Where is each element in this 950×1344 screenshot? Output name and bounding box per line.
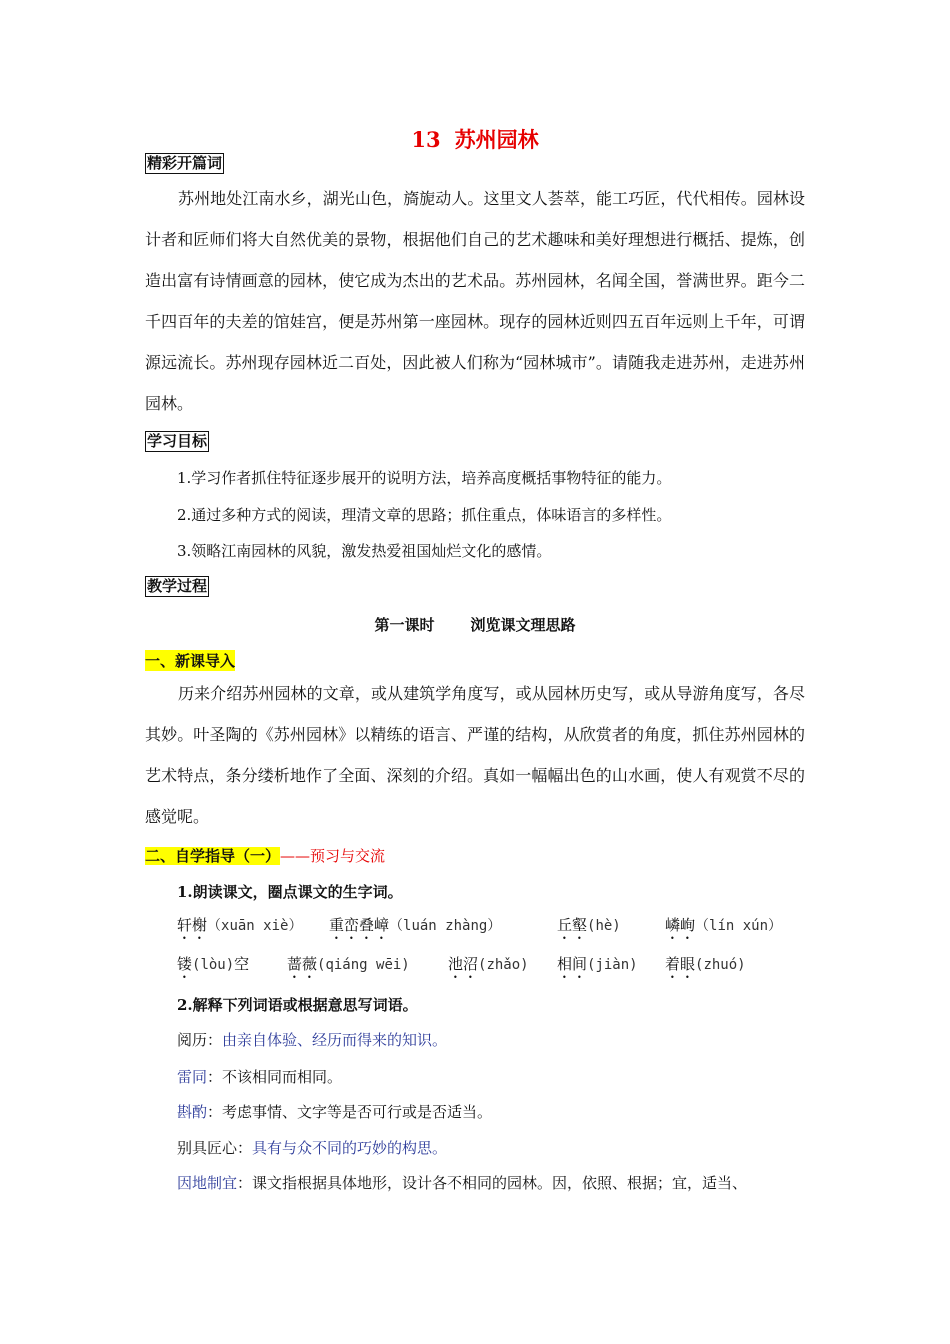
- part2-heading: [145, 845, 385, 866]
- vocab-chars: 镂: [177, 955, 193, 973]
- definition-separator: ：: [207, 1068, 223, 1086]
- definition-term: 阅历: [177, 1031, 208, 1049]
- vocab-pinyin: （luán zhàng）: [389, 918, 502, 934]
- vocab-pinyin: (hè): [587, 918, 621, 934]
- vocab-item: [665, 914, 782, 943]
- section-heading-intro: 精彩开篇词: [147, 154, 223, 172]
- vocab-item: [287, 953, 410, 982]
- vocab-chars: 蔷薇: [287, 955, 318, 973]
- page-title: [0, 124, 950, 154]
- vocab-pinyin: (qiáng wēi): [317, 957, 410, 973]
- definition-separator: ：: [207, 1103, 223, 1121]
- period-label: 第一课时: [374, 616, 435, 634]
- vocab-pinyin: (zhǎo): [478, 957, 529, 973]
- section-heading-goals: 学习目标: [147, 432, 208, 450]
- vocab-item: [557, 953, 638, 982]
- vocab-pinyin: （xuān xiè）: [207, 918, 303, 934]
- vocab-item: [557, 914, 621, 943]
- part2-heading-main: 二、自学指导（一）: [145, 847, 281, 865]
- vocab-chars: 相间: [557, 955, 588, 973]
- definition-term: 斟酌: [177, 1103, 208, 1121]
- part1-paragraph: 历来介绍苏州园林的文章，或从建筑学角度写，或从园林历史写，或从导游角度写，各尽其妙。叶圣陶的《苏州园林》以精练的语言、严谨的结构，从欣赏者的角度，抓住苏州园林的艺术特点，条分缕析地作了全面、深刻的介绍。真如一幅幅出色的山水画，使人有观赏不尽的感觉呢。: [145, 684, 805, 826]
- vocab-pinyin: （lín xún）: [695, 918, 783, 934]
- vocab-chars: 丘壑: [557, 916, 588, 934]
- task1-label: 1.朗读课文，圈点课文的生字词。: [177, 883, 403, 901]
- vocab-suffix: 空: [234, 955, 250, 973]
- intro-paragraph: 苏州地处江南水乡，湖光山色，旖旎动人。这里文人荟萃，能工巧匠，代代相传。园林设计者和匠师们将大自然优美的景物，根据他们自己的艺术趣味和美好理想进行概括、提炼，创造出富有诗情画意的园林，使它成为杰出的艺术品。苏州园林，名闻全国，誉满世界。距今二千四百年的夫差的馆娃宫，便是苏州第一座园林。现存的园林近则四五百年远则上千年，可谓源远流长。苏州现存园林近二百处，因此被人们称为“园林城市”。请随我走进苏州，走进苏州园林。: [145, 189, 805, 413]
- definition-item: [177, 1029, 447, 1050]
- definition-item: [177, 1137, 447, 1158]
- definition-item: [177, 1066, 342, 1087]
- vocab-pinyin: (lòu): [192, 957, 235, 973]
- lesson-period-heading: [0, 614, 950, 635]
- definition-meaning: 不该相同而相同。: [222, 1068, 343, 1086]
- definition-separator: ：: [237, 1174, 253, 1192]
- vocab-chars: 池沼: [448, 955, 479, 973]
- goal-item: 3.领略江南园林的风貌，激发热爱祖国灿烂文化的感情。: [177, 542, 552, 560]
- vocab-pinyin: (zhuó): [695, 957, 746, 973]
- vocab-chars: 嶙峋: [665, 916, 696, 934]
- vocab-item: [177, 914, 302, 943]
- lesson-title: 苏州园林: [454, 127, 539, 152]
- goal-item: 1.学习作者抓住特征逐步展开的说明方法，培养高度概括事物特征的能力。: [177, 469, 672, 487]
- period-topic: 浏览课文理思路: [470, 616, 576, 634]
- vocab-pinyin: (jiàn): [587, 957, 638, 973]
- section-heading-process: 教学过程: [147, 577, 208, 595]
- definition-term: 因地制宜: [177, 1174, 238, 1192]
- vocab-item: [448, 953, 529, 982]
- vocab-chars: 轩榭: [177, 916, 208, 934]
- vocab-item: [177, 953, 249, 982]
- definition-separator: ：: [237, 1139, 253, 1157]
- lesson-number: 13: [411, 127, 441, 152]
- definition-term: 雷同: [177, 1068, 208, 1086]
- definition-meaning: 考虑事情、文字等是否可行或是否适当。: [222, 1103, 493, 1121]
- vocab-item: [665, 953, 746, 982]
- vocab-item: [329, 914, 501, 943]
- definition-term: 别具匠心: [177, 1139, 238, 1157]
- definition-item: [177, 1172, 747, 1193]
- definition-item: [177, 1101, 492, 1122]
- part1-heading: 一、新课导入: [145, 652, 236, 670]
- vocab-chars: 着眼: [665, 955, 696, 973]
- vocab-chars: 重峦叠嶂: [329, 916, 390, 934]
- goal-item: 2.通过多种方式的阅读，理清文章的思路；抓住重点，体味语言的多样性。: [177, 506, 672, 524]
- task2-label: 2.解释下列词语或根据意思写词语。: [177, 996, 418, 1014]
- definition-separator: ：: [207, 1031, 223, 1049]
- definition-meaning: 课文指根据具体地形，设计各不相同的园林。因，依照、根据；宜，适当、: [252, 1174, 748, 1192]
- part2-heading-suffix: ——预习与交流: [280, 847, 386, 865]
- definition-meaning: 具有与众不同的巧妙的构思。: [252, 1139, 448, 1157]
- definition-meaning: 由亲自体验、经历而得来的知识。: [222, 1031, 448, 1049]
